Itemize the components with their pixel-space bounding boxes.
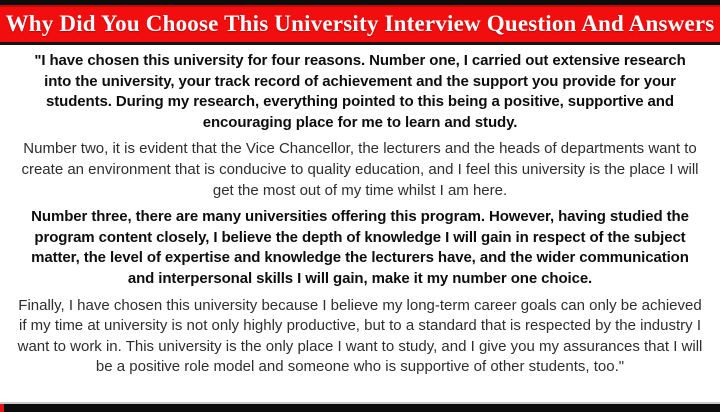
- answer-paragraph-1: "I have chosen this university for four reasons. Number one, I carried out extensive research into the university, your track record of achievement and the support you provide for your students. During my research, everything pointed to this being a positive, supportive and encouraging place for me to learn and study.: [34, 52, 686, 131]
- answer-paragraph-3: Number three, there are many universities offering this program. However, having studied the program content closely, I believe the depth of knowledge I will gain in respect of the subject matter, the level of expertise and knowledge the lecturers have, and the wider communication and interpersonal skills I will gain, make it my number one choice.: [31, 208, 689, 287]
- page-title: Why Did You Choose This University Interview Question And Answers: [5, 10, 715, 36]
- answer-section: [0, 45, 720, 378]
- header-banner: [0, 5, 720, 45]
- bottom-border-bar: [0, 404, 720, 412]
- bottom-left-red-accent: [0, 404, 4, 412]
- answer-paragraph-4: Finally, I have chosen this university because I believe my long-term career goals can only be achieved if my time at university is not only highly productive, but to a standard that is respected by the industry I want to work in. This university is the only place I want to study, and I give you my assurances that I will be a positive role model and someone who is supportive of other students, too.": [17, 296, 703, 376]
- bottom-border: [0, 402, 720, 412]
- answer-paragraph-2: Number two, it is evident that the Vice Chancellor, the lecturers and the heads of departments want to create an environment that is conducive to quality education, and I feel this university is the place I will get the most out of my time whilst I am here.: [21, 140, 699, 199]
